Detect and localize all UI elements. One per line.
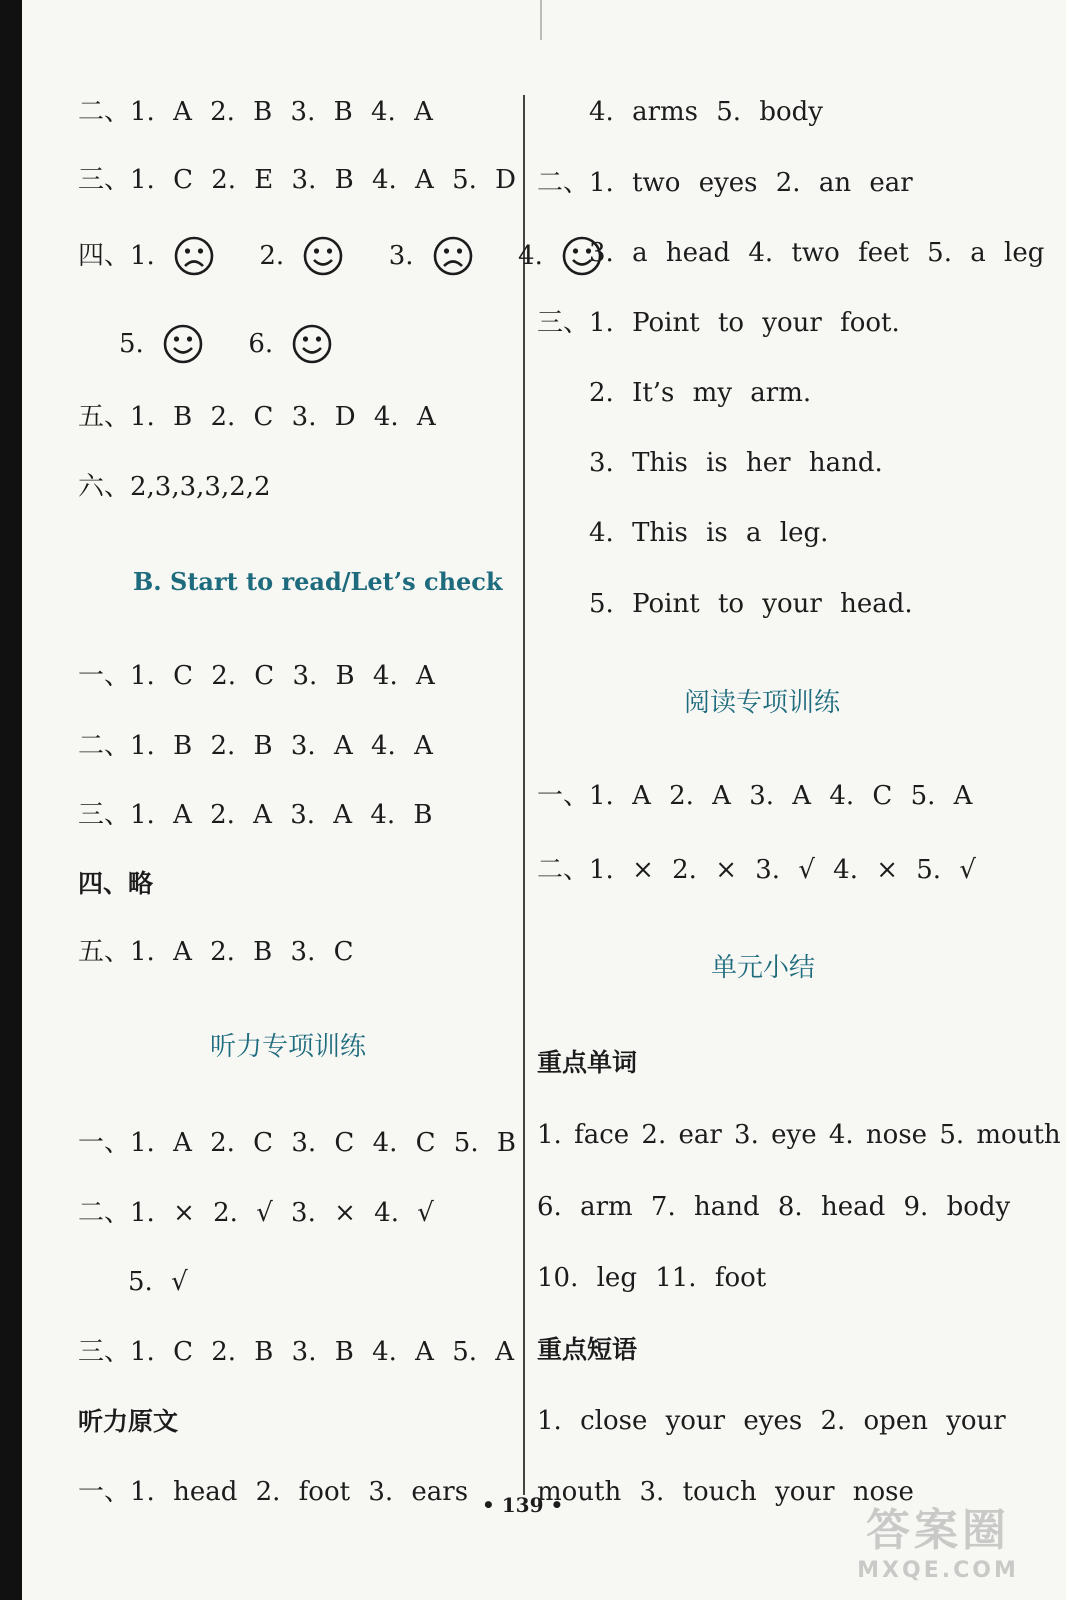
answer-line: 二、1. × 2. × 3. √ 4. × 5. √ xyxy=(537,855,976,885)
watermark-logo xyxy=(828,1504,1048,1594)
answer-label: 2. xyxy=(259,241,285,271)
answer-line: 1. close your eyes 2. open your xyxy=(537,1406,1006,1436)
sad-face-icon xyxy=(432,235,474,277)
face-answer-line xyxy=(119,320,359,366)
answer-line: 三、1. Point to your foot. xyxy=(537,308,900,338)
answer-line: 三、1. C 2. B 3. B 4. A 5. A xyxy=(78,1337,515,1367)
answer-line: mouth 3. touch your nose xyxy=(537,1477,914,1507)
answer-line: 一、1. head 2. foot 3. ears xyxy=(78,1477,469,1507)
section-heading: 听力专项训练 xyxy=(210,1032,367,1062)
answer-line: 2. It’s my arm. xyxy=(589,378,812,408)
face-answer-line xyxy=(78,232,629,278)
answer-label: 6. xyxy=(248,329,274,359)
answer-label: 5. xyxy=(119,329,144,359)
happy-face-icon xyxy=(291,323,333,365)
book-spine xyxy=(0,0,22,1600)
answer-line: 五、1. A 2. B 3. C xyxy=(78,937,354,967)
section-heading: 单元小结 xyxy=(711,953,816,983)
answer-line: 一、1. A 2. A 3. A 4. C 5. A xyxy=(537,781,973,811)
page-number: • 139 • xyxy=(482,1493,564,1517)
answer-line: 3. a head 4. two feet 5. a leg xyxy=(589,238,1045,268)
answer-line: 3. This is her hand. xyxy=(589,448,883,478)
answer-line: 二、1. two eyes 2. an ear xyxy=(537,168,913,198)
answer-label: 四、1. xyxy=(78,241,155,271)
answer-line: 三、1. C 2. E 3. B 4. A 5. D xyxy=(78,165,517,195)
subsection-title: 重点短语 xyxy=(537,1335,638,1364)
answer-line: 4. This is a leg. xyxy=(589,518,829,548)
answer-label: 3. xyxy=(388,241,414,271)
answer-line: 四、略 xyxy=(78,869,154,898)
fold-line xyxy=(540,0,542,40)
answer-line: 4. arms 5. body xyxy=(589,97,823,127)
answer-line: 六、2,3,3,3,2,2 xyxy=(78,472,271,502)
subsection-title: 听力原文 xyxy=(78,1407,179,1436)
subsection-title: 重点单词 xyxy=(537,1048,638,1077)
answer-line: 二、1. × 2. √ 3. × 4. √ xyxy=(78,1198,434,1228)
answer-label: 4. xyxy=(518,241,543,271)
answer-line: 1. face 2. ear 3. eye 4. nose 5. mouth xyxy=(537,1120,1061,1150)
section-heading: B. Start to read/Let’s check xyxy=(133,567,503,596)
answer-line: 二、1. B 2. B 3. A 4. A xyxy=(78,731,433,761)
sad-face-icon xyxy=(173,235,215,277)
watermark-url: MXQE.COM xyxy=(857,1558,1019,1583)
answer-line: 6. arm 7. hand 8. head 9. body xyxy=(537,1192,1011,1222)
answer-line: 五、1. B 2. C 3. D 4. A xyxy=(78,402,436,432)
happy-face-icon xyxy=(302,235,344,277)
column-divider xyxy=(523,95,525,1495)
answer-line: 三、1. A 2. A 3. A 4. B xyxy=(78,800,433,830)
answer-line: 5. √ xyxy=(128,1267,188,1297)
watermark-title: 答案圈 xyxy=(866,1505,1010,1556)
answer-line: 一、1. C 2. C 3. B 4. A xyxy=(78,661,435,691)
answer-line: 10. leg 11. foot xyxy=(537,1263,767,1293)
answer-line: 一、1. A 2. C 3. C 4. C 5. B xyxy=(78,1128,516,1158)
answer-line: 5. Point to your head. xyxy=(589,589,913,619)
section-heading: 阅读专项训练 xyxy=(684,688,841,718)
happy-face-icon xyxy=(162,323,204,365)
answer-line: 二、1. A 2. B 3. B 4. A xyxy=(78,97,433,127)
